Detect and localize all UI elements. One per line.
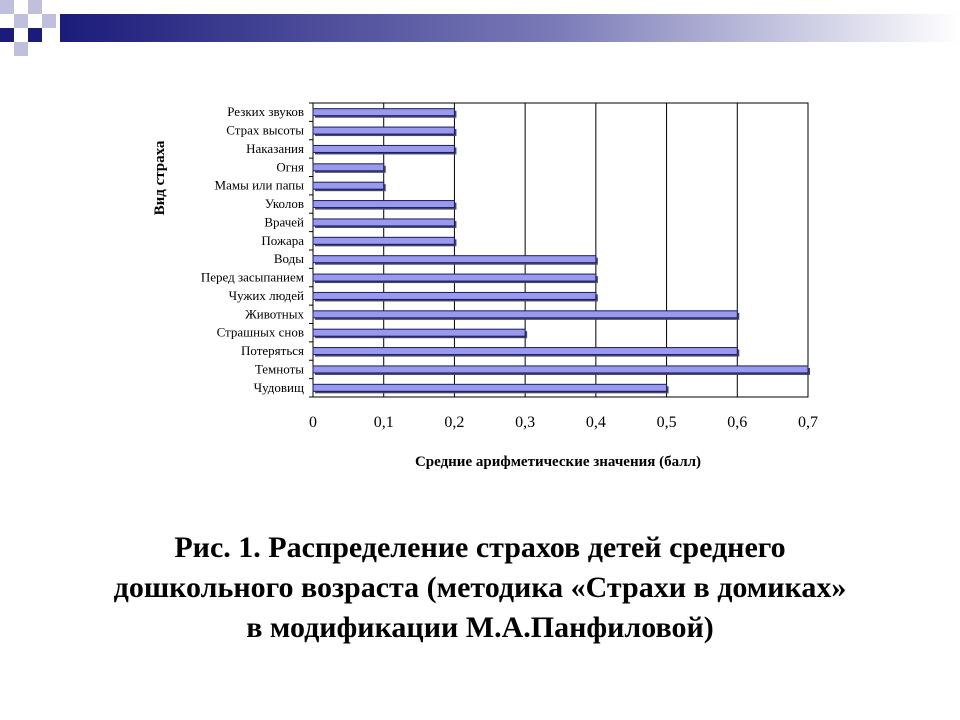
x-tick-labels — [309, 414, 818, 431]
bar — [313, 145, 454, 152]
bar — [313, 329, 525, 336]
category-label: Чужих людей — [228, 287, 304, 303]
bar — [313, 109, 454, 116]
bar — [313, 219, 454, 226]
x-tick-label: 0,7 — [798, 414, 818, 431]
category-label: Животных — [245, 306, 304, 322]
bar — [313, 256, 596, 263]
x-axis-label: Средние арифметические значения (балл) — [414, 454, 702, 470]
category-label: Пожара — [261, 232, 304, 248]
bar — [313, 384, 667, 391]
x-tick-label: 0,4 — [585, 414, 606, 431]
x-tick-label: 0 — [309, 414, 317, 431]
category-label: Чудовищ — [253, 379, 304, 395]
caption-line: Рис. 1. Распределение страхов детей среднего — [174, 531, 786, 564]
caption-line: дошкольного возраста (методика «Страхи в домиках» — [113, 571, 847, 604]
x-tick-label: 0,2 — [444, 414, 465, 431]
x-tick-label: 0,6 — [727, 414, 748, 431]
bar — [313, 127, 454, 134]
bar — [313, 311, 737, 318]
x-tick-label: 0,5 — [656, 414, 677, 431]
category-label: Наказания — [246, 140, 304, 156]
figure-caption — [20, 528, 940, 648]
bar — [313, 348, 737, 355]
category-label: Темноты — [254, 361, 304, 377]
caption-line: в модификации М.А.Панфиловой) — [246, 611, 714, 644]
category-label: Страх высоты — [226, 122, 304, 138]
category-label: Уколов — [264, 196, 304, 212]
category-label: Перед засыпанием — [200, 269, 304, 285]
bar — [313, 292, 596, 299]
x-tick-label: 0,1 — [373, 414, 394, 431]
bar — [313, 274, 596, 281]
category-labels — [201, 104, 305, 395]
bar — [313, 182, 384, 189]
bar — [313, 164, 384, 171]
category-label: Огня — [276, 159, 304, 175]
y-axis-label: Вид страха — [152, 140, 168, 216]
bar — [313, 237, 454, 244]
category-label: Резких звуков — [227, 104, 304, 120]
x-tick-label: 0,3 — [515, 414, 536, 431]
category-label: Врачей — [264, 214, 304, 230]
category-label: Воды — [273, 251, 304, 267]
category-label: Потеряться — [240, 343, 304, 359]
category-label: Страшных снов — [216, 324, 304, 340]
bar — [313, 201, 454, 208]
category-label: Мамы или папы — [214, 177, 304, 193]
bar — [313, 366, 808, 373]
